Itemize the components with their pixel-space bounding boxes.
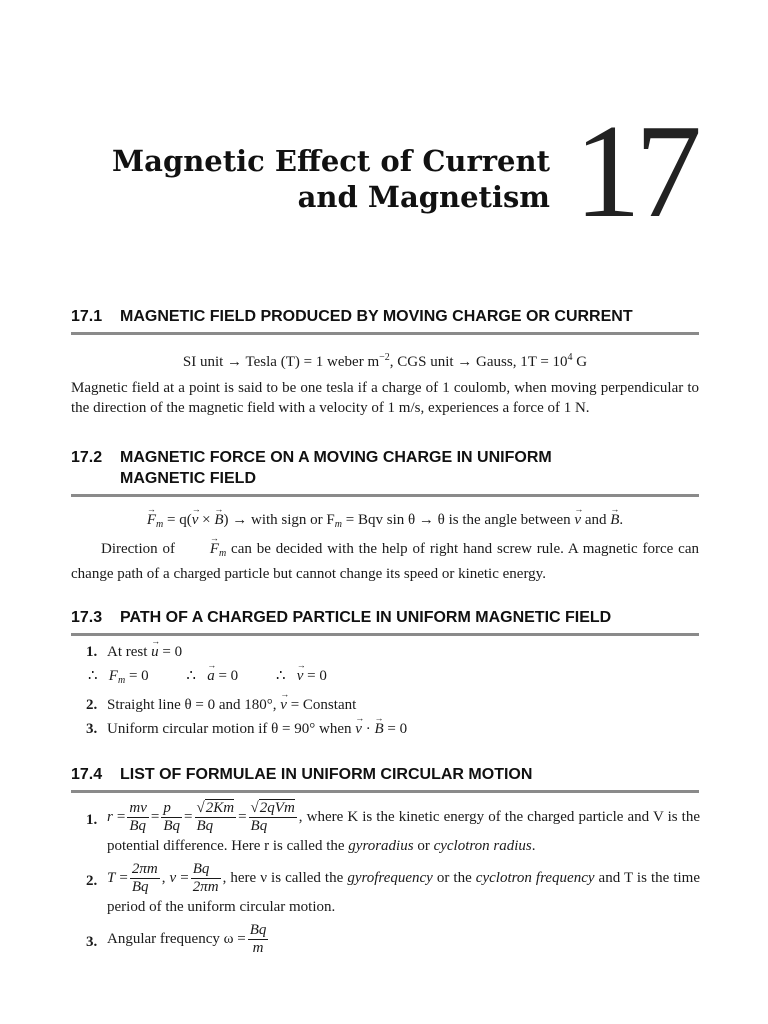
list-item: 1. r = $\frac{mv}{Bq}$ = $\frac{p}{Bq}$ = $\frac{√2Km}{Bq}$ = $\frac{\text{√2qVm}}{Bq}$ , where K is the kinetic energy of the charged particle and V is the potential difference. Here r is called the gyroradius or cyclotron radius. bbox=[86, 800, 700, 854]
section-rule bbox=[71, 494, 699, 497]
list-item: 3. Uniform circular motion if θ = 90° when v → · B → = 0 bbox=[86, 717, 700, 741]
section-rule bbox=[71, 790, 699, 793]
section-number: 17.2 bbox=[71, 449, 103, 466]
section-title-line-1: MAGNETIC FORCE ON A MOVING CHARGE IN UNIFORM bbox=[120, 449, 552, 466]
section-number: 17.3 bbox=[71, 609, 103, 626]
section-17-4-heading bbox=[71, 764, 699, 793]
units-line: SI unit → Tesla (T) = 1 weber $m^{-2}$, CGS unit → Gauss, $1T = 10^4$ G bbox=[182, 352, 588, 370]
tesla-definition: Magnetic field at a point is said to be one tesla if a charge of 1 coulomb, when moving perpendicular to the direction of the magnetic field with a velocity of 1 m/s, experiences a force of 1 N. bbox=[71, 380, 699, 416]
therefore-line: ∴ $F_m = 0$ ∴ a → = 0 ∴ v → = 0 bbox=[86, 664, 700, 693]
chapter-number: 17 bbox=[574, 97, 696, 245]
list-item: 3. Angular frequency ω = $\frac{Bq}{m}$ bbox=[86, 922, 267, 956]
section-title-line-2: MAGNETIC FIELD bbox=[120, 470, 256, 487]
section-17-2-heading bbox=[71, 447, 699, 497]
right-hand-rule-paragraph: Direction of $F \to_m$ can be decided with the help of right hand screw rule. A magnetic force can change path of a charged particle but cannot change its speed or kinetic energy. bbox=[71, 539, 699, 584]
section-17-3-heading bbox=[71, 607, 699, 636]
path-cases-list bbox=[86, 640, 700, 741]
list-item: 2. Straight line θ = 0 and 180°, v → = Constant bbox=[86, 693, 700, 717]
list-item: 2. T = $\frac{2\pi m}{Bq}$ , ν = $\frac{Bq}{2\pi m}$ , here ν is called the gyrofrequency or the cyclotron frequency and T is the time period of the uniform circular motion. bbox=[86, 861, 701, 915]
section-title: PATH OF A CHARGED PARTICLE IN UNIFORM MAGNETIC FIELD bbox=[120, 609, 612, 626]
section-title: MAGNETIC FIELD PRODUCED BY MOVING CHARGE OR CURRENT bbox=[120, 308, 633, 325]
magnetic-force-equation: $F \to_m = q(v$ → × B →) → with sign or $F_m$ = Bqv sin θ → θ is the angle between v → and B →. bbox=[71, 510, 699, 535]
chapter-title-line-1: Magnetic Effect of Current bbox=[112, 144, 550, 178]
section-rule bbox=[71, 633, 699, 636]
section-number: 17.4 bbox=[71, 766, 103, 783]
chapter-title bbox=[60, 143, 550, 215]
section-title: LIST OF FORMULAE IN UNIFORM CIRCULAR MOTION bbox=[120, 766, 533, 783]
section-number: 17.1 bbox=[71, 308, 103, 325]
section-rule bbox=[71, 332, 699, 335]
section-17-1-heading bbox=[71, 306, 699, 335]
formulae-list bbox=[86, 800, 700, 957]
list-item: 1. At rest u → = 0 bbox=[86, 640, 700, 664]
chapter-title-line-2: and Magnetism bbox=[297, 180, 550, 214]
